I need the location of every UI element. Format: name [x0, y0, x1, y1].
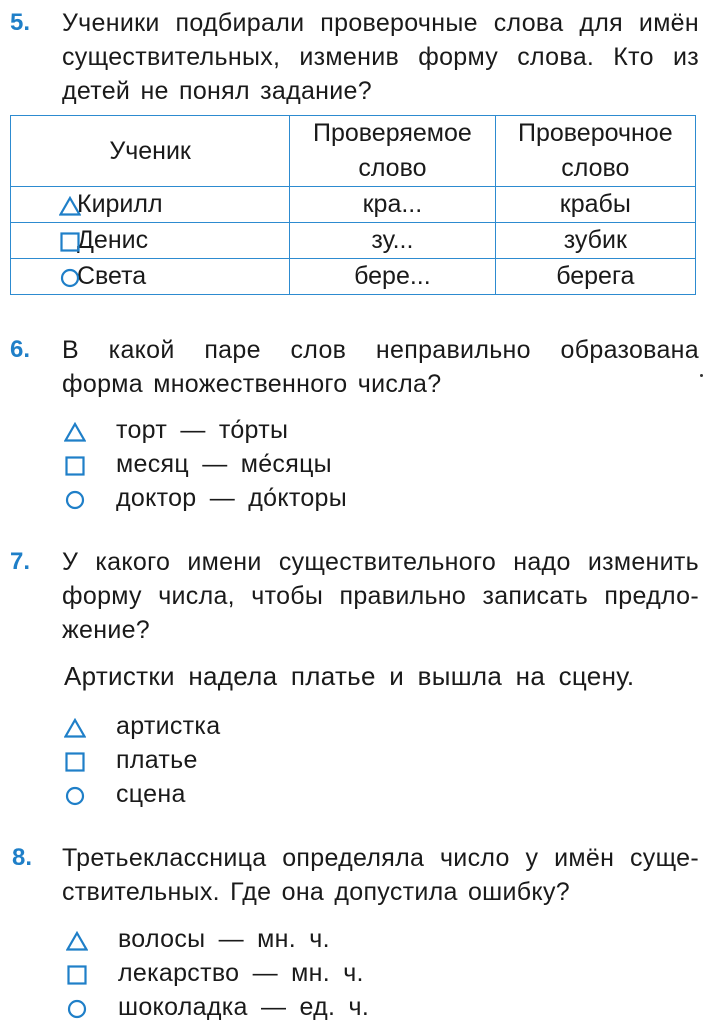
answers-table: [10, 115, 696, 295]
question-line: Ученики подбирали проверочные слова для имён: [62, 9, 699, 37]
option-text: торт — то́рты: [116, 416, 289, 444]
question-line: У какого имени существительного надо изменить: [62, 548, 699, 576]
header-check-word-label: Проверочное слово: [518, 119, 673, 182]
circle-icon[interactable]: [64, 490, 86, 510]
cell-checked-word: кра...: [290, 187, 495, 223]
question-text: [62, 841, 699, 909]
question-line: Третьеклассница определяла число у имён суще-: [62, 844, 699, 872]
question-number: 8.: [12, 844, 33, 871]
circle-icon[interactable]: [64, 786, 86, 806]
question-line: ствительных. Где она допустила ошибку?: [62, 878, 570, 906]
question-text: [62, 6, 699, 108]
header-checked-word: [290, 116, 495, 187]
question-line: В какой паре слов неправильно образована: [62, 336, 699, 364]
question-number: 5.: [10, 9, 31, 36]
cell-student: [11, 259, 290, 295]
square-icon[interactable]: [64, 456, 86, 476]
student-name: Кирилл: [77, 190, 163, 218]
example-sentence: Артистки надела платье и вышла на сцену.: [64, 661, 635, 691]
circle-icon[interactable]: [59, 268, 81, 288]
option-text: артистка: [116, 712, 221, 740]
triangle-icon[interactable]: [64, 718, 86, 738]
square-icon[interactable]: [59, 232, 81, 252]
option-text: платье: [116, 746, 198, 774]
option-text: месяц — ме́сяцы: [116, 450, 332, 478]
question-text: [62, 333, 699, 401]
option-text: сцена: [116, 780, 186, 808]
question-number: 7.: [10, 548, 31, 575]
cell-checked-word: зу...: [290, 223, 495, 259]
option-text: шоколадка — ед. ч.: [118, 993, 370, 1021]
question-line: форма множественного числа?: [62, 370, 442, 398]
option-text: волосы — мн. ч.: [118, 925, 330, 953]
question-line: существительных, изменив форму слова. Кто из: [62, 43, 699, 71]
cell-student: [11, 187, 290, 223]
cell-check-word: зубик: [495, 223, 695, 259]
table-row[interactable]: [11, 259, 696, 295]
square-icon[interactable]: [64, 752, 86, 772]
cell-student: [11, 223, 290, 259]
cell-check-word: берега: [495, 259, 695, 295]
student-name: Денис: [77, 226, 149, 254]
question-line: форму числа, чтобы правильно записать предло-: [62, 582, 699, 610]
header-check-word: [495, 116, 695, 187]
option-text: доктор — до́кторы: [116, 484, 348, 512]
header-checked-word-label: Проверяемое слово: [313, 119, 472, 182]
cell-check-word: крабы: [495, 187, 695, 223]
table-row[interactable]: [11, 187, 696, 223]
question-text: [62, 545, 699, 647]
student-name: Света: [77, 262, 147, 290]
triangle-icon[interactable]: [59, 196, 81, 216]
ink-dot: [700, 374, 703, 377]
triangle-icon[interactable]: [66, 931, 88, 951]
question-line: детей не понял задание?: [62, 77, 372, 105]
circle-icon[interactable]: [66, 999, 88, 1019]
header-student: Ученик: [11, 116, 290, 187]
question-line: жение?: [62, 616, 151, 644]
option-text: лекарство — мн. ч.: [118, 959, 364, 987]
triangle-icon[interactable]: [64, 422, 86, 442]
cell-checked-word: бере...: [290, 259, 495, 295]
square-icon[interactable]: [66, 965, 88, 985]
table-row[interactable]: [11, 223, 696, 259]
question-number: 6.: [10, 336, 31, 363]
